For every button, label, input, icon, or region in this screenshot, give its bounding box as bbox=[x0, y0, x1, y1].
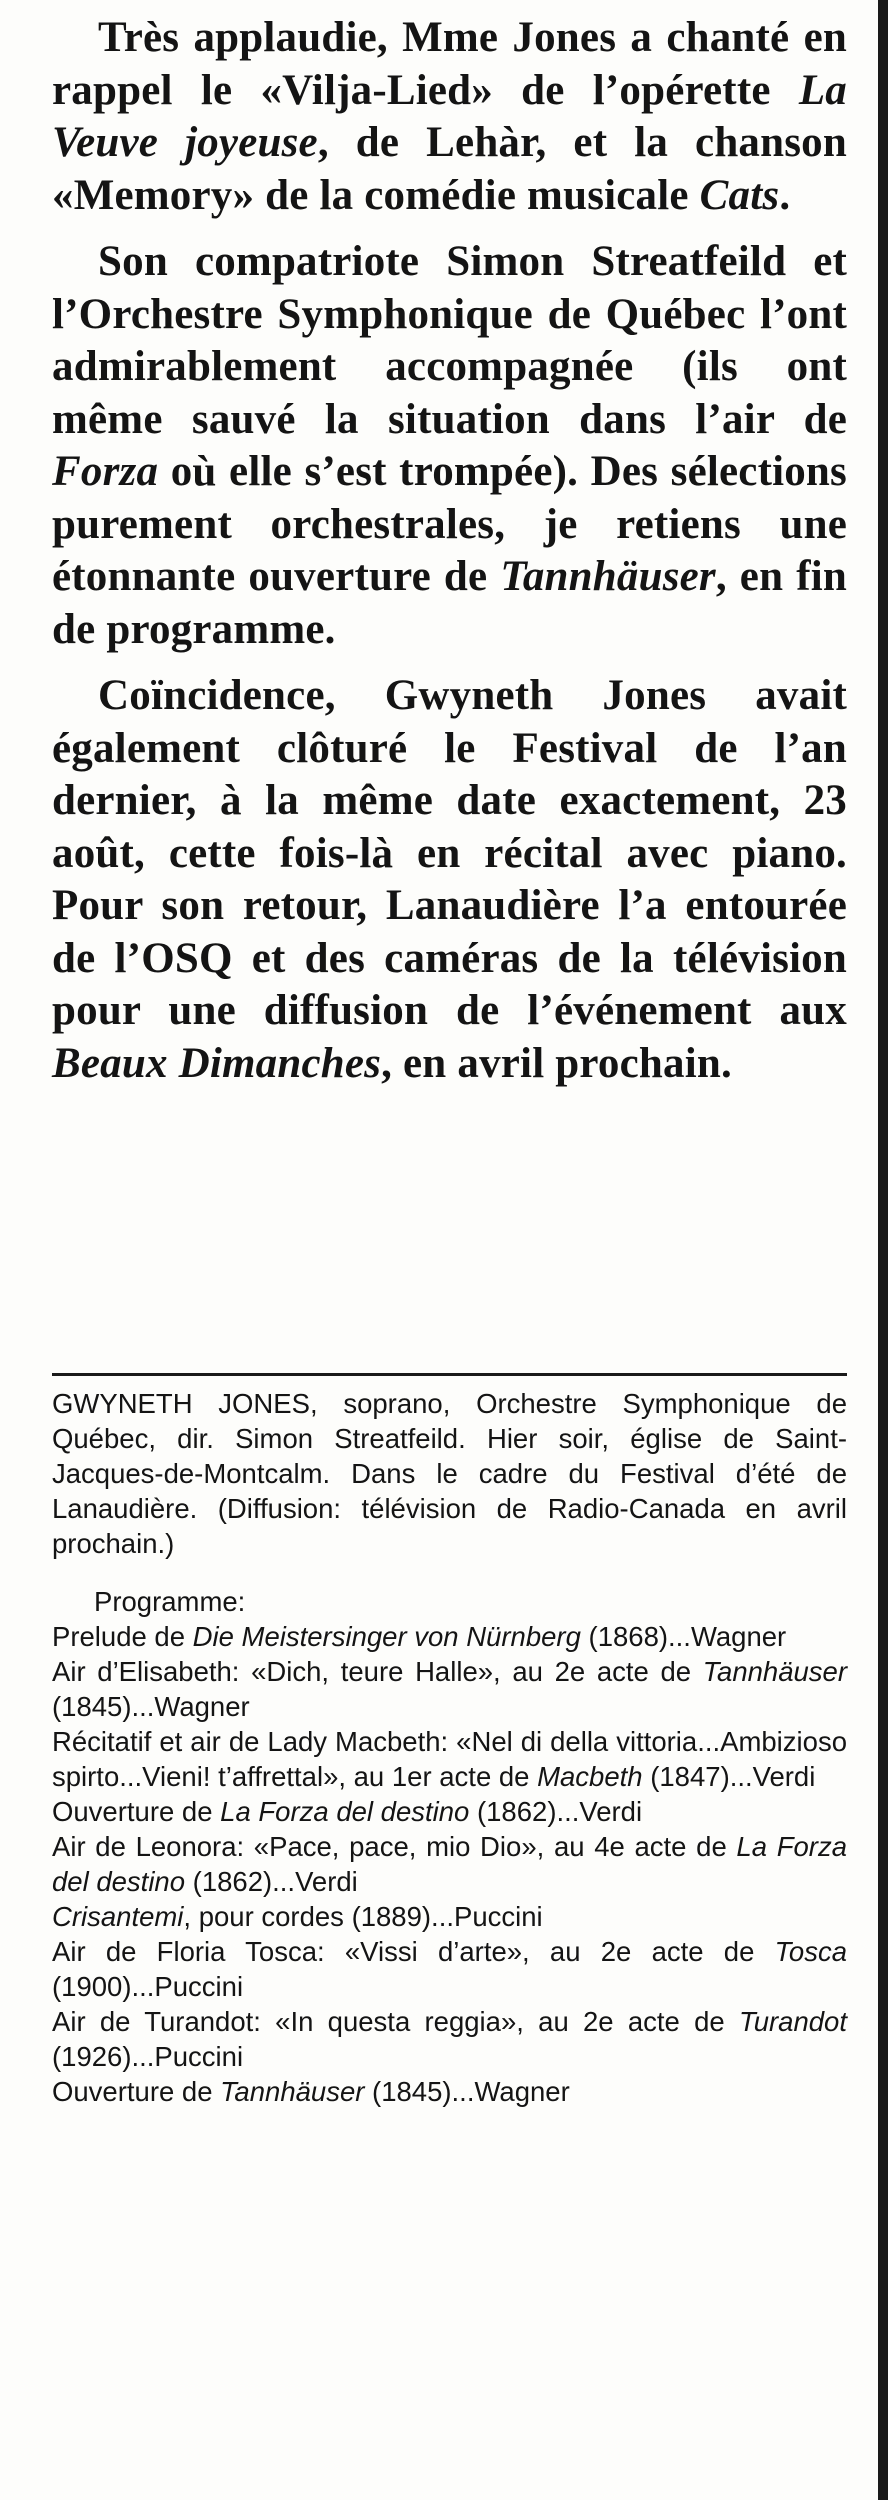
programme-item-work: La Forza del destino bbox=[52, 1831, 847, 1897]
p2-text-b: où elle s’est trompée). Des sélections purement orchestrales, je retiens une étonnante ouverture de bbox=[52, 448, 847, 600]
programme-item-date: (1926)...Puccini bbox=[52, 2041, 244, 2072]
p2-text-a: Son compatriote Simon Streatfeild et l’Orchestre Symphonique de Québec l’ont admirablement accompagnée (ils ont même sauvé la situation dans l’air de bbox=[52, 238, 847, 443]
programme-item-work: Tannhäuser bbox=[702, 1656, 847, 1687]
programme-list bbox=[52, 1584, 847, 2109]
programme-item-text: Prelude de bbox=[52, 1621, 193, 1652]
p2-text-c: , en fin de programme. bbox=[52, 553, 847, 653]
p3-text-b: , en avril prochain. bbox=[381, 1039, 732, 1087]
p3-text-a: Coïncidence, Gwyneth Jones avait également clôturé le Festival de l’an dernier, à la même date exactement, 23 août, cette fois-là en récital avec piano. Pour son retour, Lanaudière l’a entourée de l’OSQ et des caméras de la télévision pour une diffusion de l’événement aux bbox=[52, 672, 847, 1034]
article-paragraph-1 bbox=[52, 12, 847, 222]
programme-item-work: Tosca bbox=[774, 1936, 847, 1967]
programme-item-work: Turandot bbox=[738, 2006, 847, 2037]
programme-item bbox=[52, 1934, 847, 2004]
programme-heading: Programme: bbox=[94, 1586, 246, 1617]
article-paragraph-3 bbox=[52, 670, 847, 1090]
article-body bbox=[52, 12, 847, 1104]
programme-item-text: Air de Turandot: «In questa reggia», au 2e acte de bbox=[52, 2006, 739, 2037]
programme-item bbox=[52, 1654, 847, 1724]
p1-text-b: , de Lehàr, et la chanson «Memory» de la comédie musicale bbox=[52, 119, 847, 219]
p2-title-forza: Forza bbox=[52, 448, 159, 495]
programme-item-work: Macbeth bbox=[537, 1761, 643, 1792]
programme-item-work: Crisantemi bbox=[52, 1901, 184, 1932]
programme-item bbox=[52, 2074, 847, 2109]
programme-item bbox=[52, 1829, 847, 1899]
p1-text-c: . bbox=[779, 171, 791, 219]
programme-item-date: (1845)...Wagner bbox=[364, 2076, 570, 2107]
programme-items bbox=[52, 1619, 847, 2109]
programme-item-text: Air de Leonora: «Pace, pace, mio Dio», au 4e acte de bbox=[52, 1831, 737, 1862]
programme-item bbox=[52, 1794, 847, 1829]
article-paragraph-2 bbox=[52, 236, 847, 656]
programme-item-date: (1847)...Verdi bbox=[642, 1761, 816, 1792]
programme-item bbox=[52, 1899, 847, 1934]
credits-performer-name: GWYNETH JONES bbox=[52, 1388, 310, 1419]
programme-item-date: (1900)...Puccini bbox=[52, 1971, 244, 2002]
scan-edge bbox=[878, 0, 888, 2500]
programme-item-date: (1845)...Wagner bbox=[52, 1691, 250, 1722]
programme-item bbox=[52, 2004, 847, 2074]
concert-credits bbox=[52, 1386, 847, 1561]
programme-item bbox=[52, 1619, 847, 1654]
p2-title-tannhauser: Tannhäuser bbox=[500, 553, 716, 600]
programme-item-text: Récitatif et air de Lady Macbeth: «Nel di della vittoria...Ambizioso spirto...Vieni! t’affrettal», au 1er acte de bbox=[52, 1726, 847, 1792]
p1-title-cats: Cats bbox=[699, 171, 780, 219]
programme-item-work: La Forza del destino bbox=[220, 1796, 470, 1827]
section-divider bbox=[52, 1373, 847, 1376]
programme-item-text: Ouverture de bbox=[52, 1796, 221, 1827]
credits-details: , soprano, Orchestre Symphonique de Québec, dir. Simon Streatfeild. Hier soir, église de Saint-Jacques-de-Montcalm. Dans le cadre du Festival d’été de Lanaudière. (Diffusion: télévision de Radio-Canada en avril prochain.) bbox=[52, 1388, 848, 1559]
programme-item bbox=[52, 1724, 847, 1794]
programme-item-text: Air de Floria Tosca: «Vissi d’arte», au 2e acte de bbox=[52, 1936, 775, 1967]
programme-item-date: (1868)...Wagner bbox=[580, 1621, 787, 1652]
programme-item-text: Ouverture de bbox=[52, 2076, 221, 2107]
programme-item-date: (1862)...Verdi bbox=[469, 1796, 643, 1827]
programme-item-date: (1862)...Verdi bbox=[185, 1866, 358, 1897]
programme-item-date: , pour cordes (1889)...Puccini bbox=[183, 1901, 543, 1932]
programme-item-work: Tannhäuser bbox=[220, 2076, 365, 2107]
programme-item-text: Air d’Elisabeth: «Dich, teure Halle», au 2e acte de bbox=[52, 1656, 703, 1687]
p1-text-a: Très applaudie, Mme Jones a chanté en rappel le «Vilja-Lied» de l’opérette bbox=[52, 14, 847, 114]
p1-title-veuve-joyeuse: La Veuve joyeuse bbox=[52, 66, 847, 166]
p3-title-beaux-dimanches: Beaux Dimanches bbox=[52, 1039, 382, 1087]
programme-item-work: Die Meistersinger von Nürnberg bbox=[192, 1621, 581, 1652]
